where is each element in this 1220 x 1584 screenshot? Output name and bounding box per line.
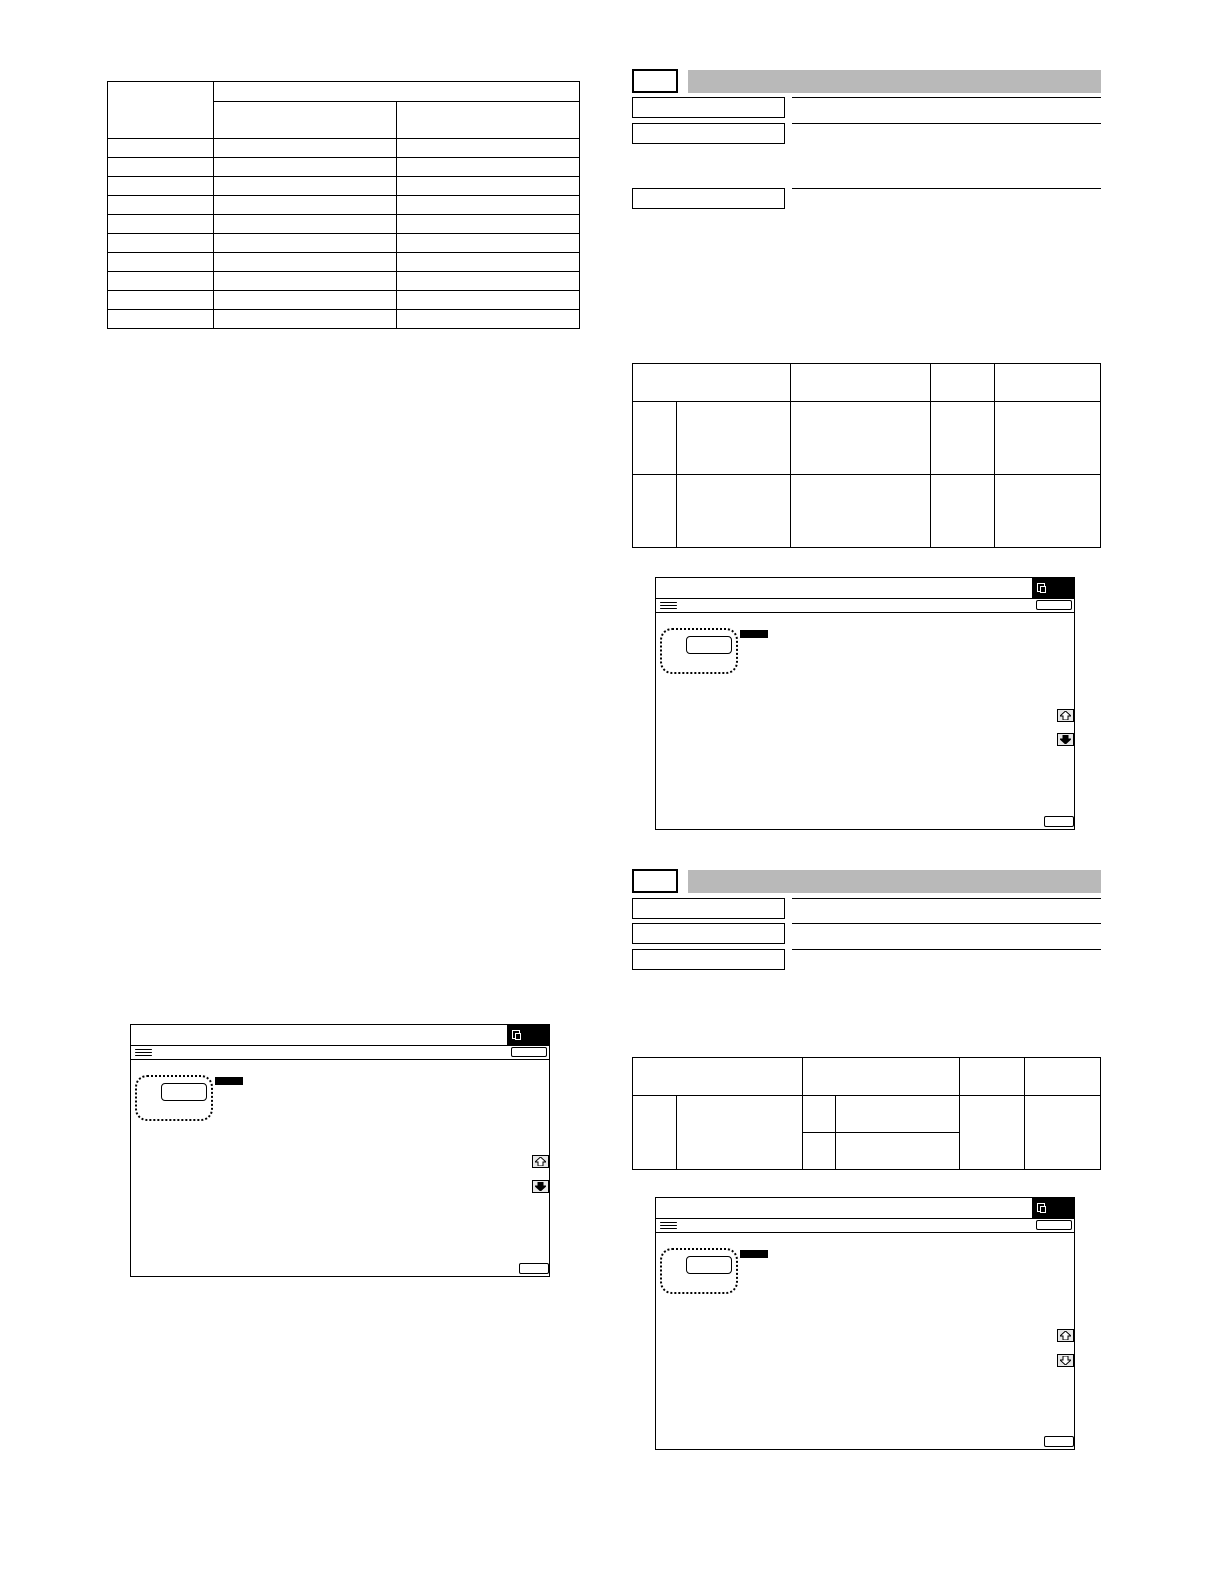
table-row [108,272,580,291]
screen-toolbar [656,599,1074,613]
scroll-up-button[interactable] [1057,709,1074,722]
table-header-cell [931,364,995,402]
table-header-cell [803,1058,960,1096]
screen-toolbar [656,1219,1074,1233]
setting-value-button[interactable] [686,636,732,654]
section-2-code-box [632,869,678,893]
screen-mode-indicator [1032,578,1074,598]
table-header-cell [791,364,931,402]
table-header-cell [633,364,791,402]
table-row [108,215,580,234]
section-1-label-box [632,97,785,118]
section-2-title-bar [688,870,1101,893]
divider [792,123,1101,124]
table-header-cell [214,82,580,102]
section-2-label-box [632,923,785,944]
arrow-down-icon [535,1182,546,1191]
panel-screen-3 [655,1197,1075,1450]
setting-value-button[interactable] [161,1083,207,1101]
table-row [108,139,580,158]
section-2-table [632,1057,1101,1170]
screen-mode-indicator [507,1025,549,1045]
table-header-cell [960,1058,1025,1096]
section-1-label-box [632,123,785,144]
copy-icon [512,1030,520,1039]
ok-button[interactable] [519,1263,549,1274]
table-header-cell [995,364,1101,402]
screen-header [656,578,1074,599]
table-row [108,310,580,329]
selected-tag [740,1250,768,1258]
table-row [633,402,1101,475]
setting-value-button[interactable] [686,1256,732,1274]
section-1-label-box [632,188,785,209]
toolbar-button[interactable] [1036,600,1072,610]
divider [792,898,1101,899]
section-2-label-box [632,949,785,970]
scroll-down-button[interactable] [532,1180,549,1193]
screen-toolbar [131,1046,549,1060]
ok-button[interactable] [1044,1436,1074,1447]
screen-mode-indicator [1032,1198,1074,1218]
table-header-cell [108,82,214,139]
toolbar-button[interactable] [511,1047,547,1057]
ok-button[interactable] [1044,816,1074,827]
table-row [108,291,580,310]
screen-header [131,1025,549,1046]
divider [792,923,1101,924]
panel-screen-1 [130,1024,550,1277]
table-row [633,475,1101,548]
scroll-up-button[interactable] [532,1155,549,1168]
copy-icon [1037,1203,1045,1212]
arrow-up-icon [535,1157,546,1166]
arrow-down-icon [1060,735,1071,744]
section-1-title-bar [688,70,1101,93]
table-row [633,1096,1101,1133]
table-row [108,158,580,177]
divider [792,188,1101,189]
menu-icon[interactable] [660,600,677,611]
left-data-table [107,81,580,329]
scroll-up-button[interactable] [1057,1329,1074,1342]
divider [792,949,1101,950]
copy-icon [1037,583,1045,592]
section-1-table [632,363,1101,548]
table-row [108,253,580,272]
table-row [108,196,580,215]
toolbar-button[interactable] [1036,1220,1072,1230]
arrow-up-icon [1060,711,1071,720]
divider [792,97,1101,98]
menu-icon[interactable] [135,1047,152,1058]
table-subheader-cell [397,102,580,139]
panel-screen-2 [655,577,1075,830]
table-row [108,234,580,253]
table-header-cell [1025,1058,1101,1096]
section-2-label-box [632,898,785,919]
table-header-cell [633,1058,803,1096]
section-1-code-box [632,69,678,93]
arrow-down-icon [1060,1356,1071,1365]
table-subheader-cell [214,102,397,139]
menu-icon[interactable] [660,1220,677,1231]
arrow-up-icon [1060,1331,1071,1340]
scroll-down-button[interactable] [1057,1354,1074,1367]
screen-header [656,1198,1074,1219]
selected-tag [215,1077,243,1085]
selected-tag [740,630,768,638]
table-row [108,177,580,196]
scroll-down-button[interactable] [1057,733,1074,746]
